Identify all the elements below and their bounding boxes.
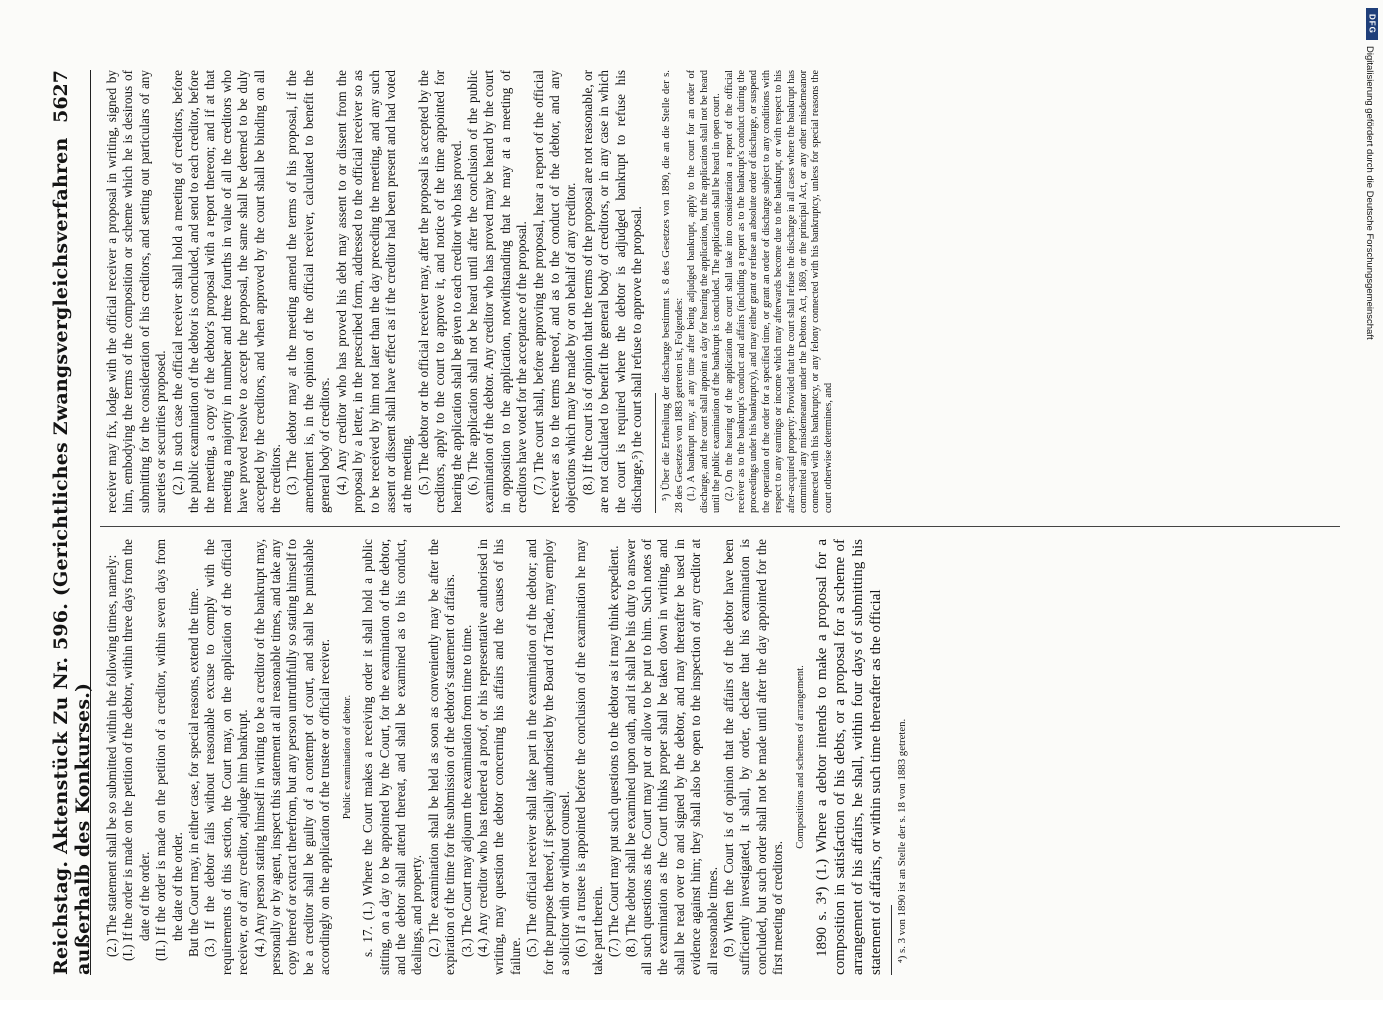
footnote-rule bbox=[891, 905, 892, 975]
paragraph: (4.) Any creditor who has tendered a proof, or his representative authorised in writing, may question the debtor concerning his affairs and the causes of his failure. bbox=[474, 539, 523, 975]
paragraph: 1890 s. 3⁴) (1.) Where a debtor intends to make a proposal for a composition in satisfaction of his debts, or a proposal for a scheme of arrangement of his affairs, he shall, within four days of submitting his statement of affairs, or within such time thereafter as the official bbox=[814, 539, 885, 975]
stamp-text: Digitalisierung gefördert durch die Deutsche Forschungsgemeinschaft bbox=[1364, 46, 1375, 340]
paragraph: receiver may fix, lodge with the official receiver a proposal in writing, signed by him, embodying the terms of the composition or scheme which he is desirous of submitting for the consideration of his creditors, and setting out particulars of any sureties or securities proposed. bbox=[104, 70, 169, 513]
digitization-stamp bbox=[1362, 46, 1376, 1026]
paragraph: (II.) If the order is made on the petition of a creditor, within seven days from the date of the order. bbox=[153, 539, 185, 961]
paragraph: (2.) In such case the official receiver shall hold a meeting of creditors, before the public examination of the debtor is concluded, and send to each creditor, before the meeting, a copy of the debtor's proposal with a report thereon; and if at that meeting a majority in number and three fourths in value of all the creditors who have proved resolve to accept the proposal, the same shall be deemed to be duly accepted by the creditors, and when approved by the court shall be binding on all the creditors. bbox=[169, 70, 284, 513]
paragraph: (7.) The court shall, before approving the proposal, hear a report of the official receiver as to the terms thereof, and as to the conduct of the debtor, and any objections which may be made by or on behalf of any creditor. bbox=[530, 70, 579, 513]
paragraph: (2.) The statement shall be so submitted within the following times, namely: bbox=[104, 554, 119, 957]
rotated-sheet bbox=[50, 70, 1350, 975]
paragraph: (I.) If the order is made on the petition of the debtor, within three days from the date of the order. bbox=[120, 539, 152, 961]
paragraph: s. 17. (1.) Where the Court makes a receiving order it shall hold a public sitting, on a day to be appointed by the Court, for the examination of the debtor, and the debtor shall attend thereat, and shall be examined as to his conduct, dealings, and property. bbox=[360, 539, 425, 975]
paragraph: (3.) The Court may adjourn the examination from time to time. bbox=[458, 624, 474, 957]
footnote-paragraph: (2.) On the hearing of the application the court shall take into consideration a report of the official receiver as to the bankrupt's conduct and affairs (including a report as to the bankrupt's conduct during the proceedings under his bankruptcy), and may either grant or refuse an absolute order of discharge, or suspend the operation of the order for a specified time, or grant an order of discharge subject to any conditions with respect to any earnings or income which may afterwards become due to the bankrupt, or with respect to his after-acquired property: Provided that the court shall refuse the discharge in all cases where the bankrupt has committed any misdemeanor under the Debtors Act, 1869, or the principal Act, or any other misdemeanor connected with his bankruptcy, or any felony connected with his bankruptcy, unless for special reasons the court otherwise determines, and bbox=[723, 70, 834, 513]
page-header bbox=[50, 70, 94, 975]
paragraph: (3.) If the debtor fails without reasonable excuse to comply with the requirements of this section, the Court may, on the application of the official receiver, or of any creditor, adjudge him bankrupt. bbox=[202, 539, 251, 975]
paragraph: (7.) The Court may put such questions to the debtor as it may think expedient. bbox=[606, 545, 622, 957]
column-divider bbox=[100, 526, 1340, 527]
dfg-logo: DFG bbox=[1366, 8, 1378, 40]
page-number: 5627 bbox=[50, 70, 72, 123]
section-sidehead: Public examination of debtor. bbox=[341, 694, 353, 820]
right-column bbox=[104, 70, 1334, 513]
paragraph: But the Court may, in either case, for special reasons, extend the time. bbox=[186, 587, 202, 957]
header-title: Reichstag. Aktenstück Zu Nr. 596. (Gerichtliches Zwangsvergleichsverfahren außerhalb des Konkurses.) bbox=[50, 137, 94, 975]
paragraph: (5.) The official receiver shall take part in the examination of the debtor; and for the purpose thereof, if specially authorised by the Board of Trade, may employ a solicitor with or without counsel. bbox=[524, 539, 572, 975]
paragraph: (8.) The debtor shall be examined upon oath, and it shall be his duty to answer all such questions as the Court may put or allow to be put to him. Such notes of the examination as the Court thinks proper shall be taken down in writing, and shall be read over to and signed by the debtor, and may thereafter be used in evidence against him; they shall also be open to the inspection of any creditor at all reasonable times. bbox=[622, 539, 720, 975]
section-sidehead: Compositions and schemes of arrangement. bbox=[794, 665, 806, 849]
paragraph: (2.) The examination shall be held as soon as conveniently may be after the expiration of the time for the submission of the debtor's statement of affairs. bbox=[425, 539, 458, 975]
paragraph: (6.) If a trustee is appointed before the conclusion of the examination he may take part therein. bbox=[573, 539, 605, 975]
footnote: ⁴) s. 3 von 1890 ist an Stelle der s. 18 von 1883 getreten. bbox=[896, 718, 909, 963]
footnote-rule bbox=[655, 393, 656, 513]
paragraph: (6.) The application shall not be heard until after the conclusion of the public examination of the debtor. Any creditor who has proved may be heard by the court in opposition to the application, notwithstanding that he may at a meeting of creditors have voted for the acceptance of the proposal. bbox=[464, 70, 530, 513]
paragraph: (5.) The debtor or the official receiver may, after the proposal is accepted by the creditors, apply to the court to approve it, and notice of the time appointed for hearing the application shall be given to each creditor who has proved. bbox=[415, 70, 464, 513]
paragraph: (4.) Any creditor who has proved his debt may assent to or dissent from the proposal by a letter, in the prescribed form, addressed to the official receiver so as to be received by him not later than the day preceding the meeting, and any such assent or dissent shall have effect as if the creditor had been present and had voted at the meeting. bbox=[333, 70, 415, 513]
footnote-paragraph: (1.) A bankrupt may, at any time after being adjudged bankrupt, apply to the court for an order of discharge, and the court shall appoint a day for hearing the application, but the application shall not be heard until the public examination of the bankrupt is concluded. The application shall be heard in open court. bbox=[686, 70, 723, 513]
left-column bbox=[104, 539, 1334, 975]
paragraph: (9.) When the Court is of opinion that the affairs of the debtor have been sufficiently investigated, it shall, by order, declare that his examination is concluded, but such order shall not be made until after the day appointed for the first meeting of creditors. bbox=[721, 539, 786, 975]
paragraph: (8.) If the court is of opinion that the terms of the proposal are not reasonable, or are not calculated to benefit the general body of creditors, or in any case in which the court is required where the debtor is adjudged bankrupt to refuse his discharge,⁵) the court shall refuse to approve the proposal. bbox=[579, 70, 644, 513]
paragraph: (4.) Any person stating himself in writing to be a creditor of the bankrupt may, personally or by agent, inspect this statement at all reasonable times, and take any copy thereof or extract therefrom, but any person untruthfully so stating himself to be a creditor shall be guilty of a contempt of court, and shall be punishable accordingly on the application of the trustee or official receiver. bbox=[251, 539, 333, 975]
paragraph: (3.) The debtor may at the meeting amend the terms of his proposal, if the amendment is, in the opinion of the official receiver, calculated to benefit the general body of creditors. bbox=[284, 70, 333, 513]
footnote: ⁵) Über die Ertheilung der discharge bestimmt s. 8 des Gesetzes von 1890, die an die Stelle der s. 28 des Gesetzes von 1883 getreten ist, Folgendes: bbox=[660, 70, 686, 513]
